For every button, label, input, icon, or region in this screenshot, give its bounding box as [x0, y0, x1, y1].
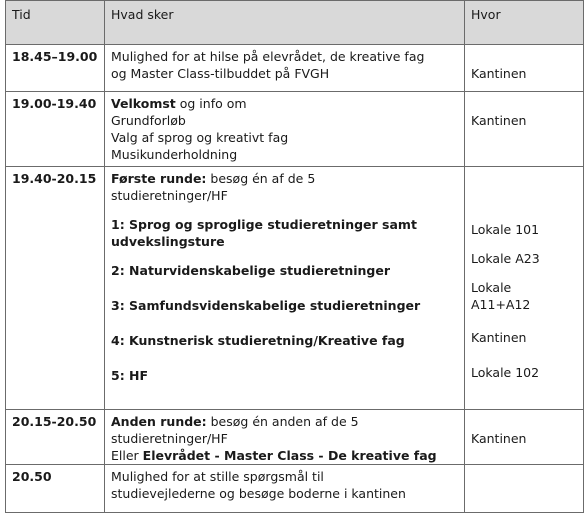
- time-cell: 19.40-20.15: [12, 171, 97, 186]
- location-cell: Lokale: [471, 280, 512, 295]
- track-item: udvekslingsture: [111, 234, 225, 249]
- description-line: studievejlederne og besøge boderne i kantinen: [111, 486, 406, 501]
- header-hvor: Hvor: [465, 1, 584, 45]
- schedule-table: [5, 0, 584, 513]
- track-item: 1: Sprog og sproglige studieretninger samt: [111, 217, 417, 232]
- track-item: 3: Samfundsvidenskabelige studieretninger: [111, 298, 421, 313]
- location-cell: Lokale A23: [471, 251, 540, 266]
- description-line: og Master Class-tilbuddet på FVGH: [111, 66, 330, 81]
- track-item: 2: Naturvidenskabelige studieretninger: [111, 263, 391, 278]
- table-row: [6, 92, 584, 167]
- header-row: [6, 1, 584, 45]
- time-cell: 20.15-20.50: [12, 414, 97, 429]
- description-bold: Første runde:: [111, 171, 207, 186]
- location-cell: Kantinen: [471, 431, 527, 446]
- location-cell: Kantinen: [471, 330, 527, 345]
- description-line: studieretninger/HF: [111, 188, 228, 203]
- header-hvad-sker: Hvad sker: [105, 1, 465, 45]
- description-text: besøg én anden af de 5: [210, 414, 359, 429]
- description-line: Musikunderholdning: [111, 147, 238, 162]
- description-text: og info om: [179, 96, 247, 111]
- table-row: [6, 465, 584, 513]
- description-bold: Velkomst: [111, 96, 176, 111]
- description-bold: Elevrådet - Master Class - De kreative fag: [142, 448, 437, 463]
- description-line: Mulighed for at stille spørgsmål til: [111, 469, 324, 484]
- description-line: studieretninger/HF: [111, 431, 228, 446]
- time-cell: 19.00-19.40: [12, 96, 97, 111]
- description-line: Mulighed for at hilse på elevrådet, de kreative fag: [111, 49, 425, 64]
- description-text: Eller: [111, 448, 139, 463]
- location-cell: Lokale 102: [471, 365, 540, 380]
- time-cell: 20.50: [12, 469, 52, 484]
- location-cell: Kantinen: [471, 66, 527, 81]
- description-bold: Anden runde:: [111, 414, 207, 429]
- location-cell: A11+A12: [471, 297, 531, 312]
- time-cell: 18.45–19.00: [12, 49, 98, 64]
- location-cell: Kantinen: [471, 113, 527, 128]
- table-row: [6, 410, 584, 465]
- table-row: [6, 167, 584, 410]
- description-line: Grundforløb: [111, 113, 186, 128]
- location-cell: Lokale 101: [471, 222, 540, 237]
- track-item: 5: HF: [111, 368, 149, 383]
- table-row: [6, 45, 584, 92]
- description-text: besøg én af de 5: [210, 171, 316, 186]
- description-line: Valg af sprog og kreativt fag: [111, 130, 289, 145]
- track-item: 4: Kunstnerisk studieretning/Kreative fag: [111, 333, 405, 348]
- header-tid: Tid: [6, 1, 105, 45]
